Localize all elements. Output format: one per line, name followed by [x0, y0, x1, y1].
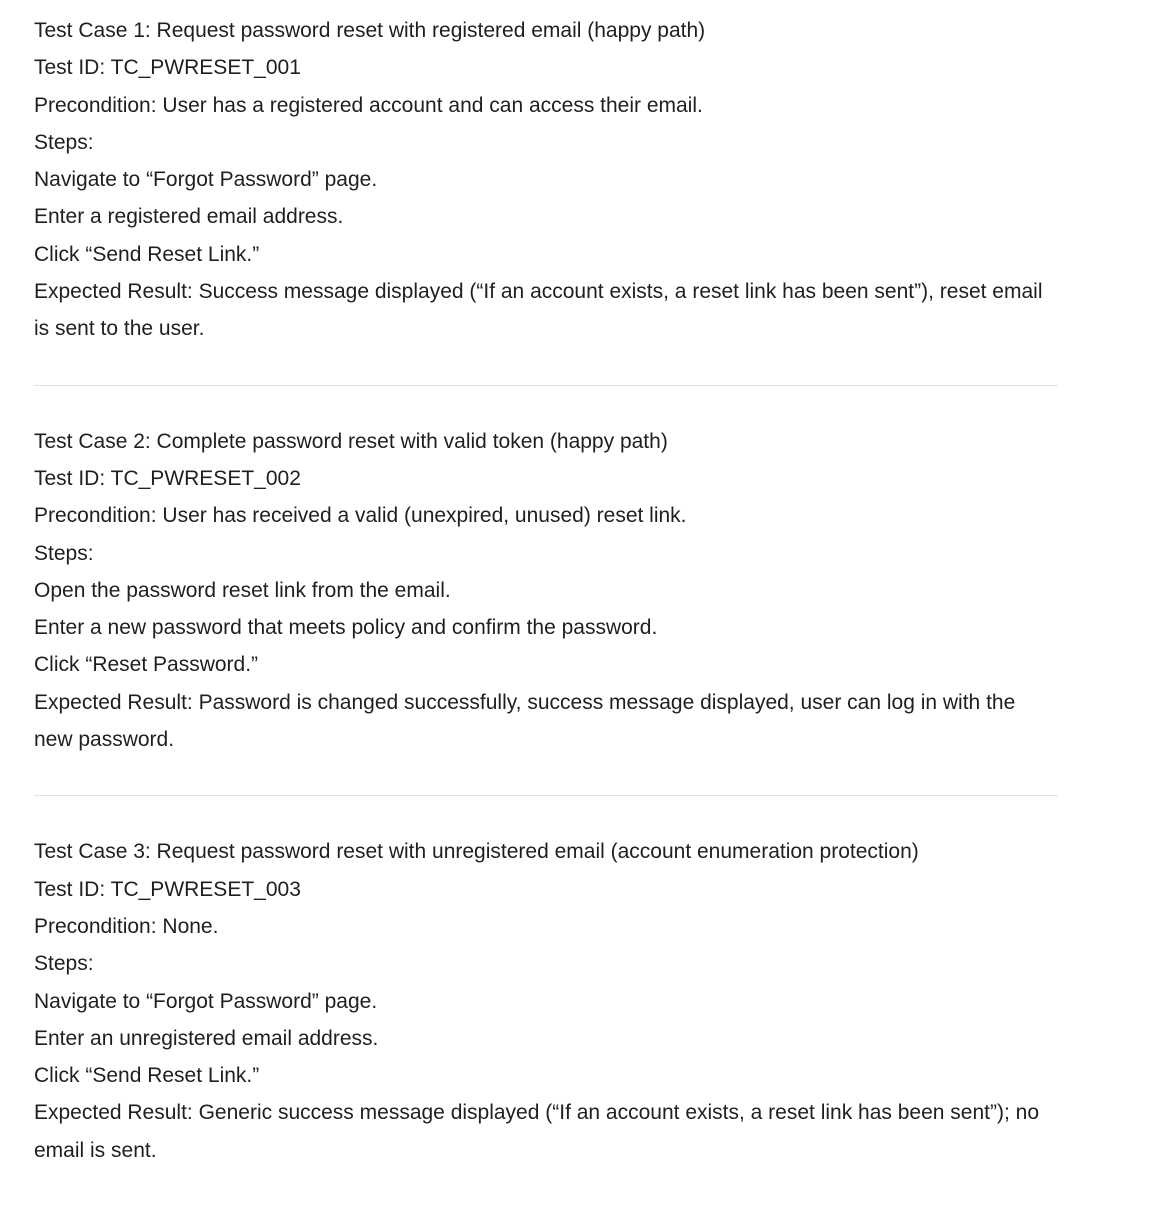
step-item: Click “Send Reset Link.”	[34, 1064, 260, 1088]
steps-label: Steps:	[34, 952, 94, 976]
step-item: Enter a new password that meets policy and confirm the password.	[34, 616, 658, 640]
step-item: Navigate to “Forgot Password” page.	[34, 989, 378, 1013]
expected-result: Expected Result: Generic success message displayed (“If an account exists, a reset link has been sent”); no email is sent.	[34, 1101, 1039, 1162]
section-divider	[34, 795, 1058, 796]
precondition: Precondition: User has a registered account and can access their email.	[34, 93, 703, 117]
expected-result: Expected Result: Password is changed successfully, success message displayed, user can log in with the new password.	[34, 690, 1016, 752]
step-item: Click “Send Reset Link.”	[34, 242, 260, 266]
section-divider	[34, 385, 1058, 386]
test-case-3	[34, 833, 1058, 1169]
step-item: Enter an unregistered email address.	[34, 1026, 379, 1050]
test-case-2	[34, 423, 1058, 759]
precondition: Precondition: User has received a valid (unexpired, unused) reset link.	[34, 504, 687, 528]
test-case-title: Test Case 1: Request password reset with registered email (happy path)	[34, 19, 706, 42]
step-item: Open the password reset link from the email.	[34, 578, 451, 602]
steps-label: Steps:	[34, 130, 94, 154]
expected-result: Expected Result: Success message displayed (“If an account exists, a reset link has been sent”), reset email is sent to the user.	[34, 280, 1043, 341]
precondition: Precondition: None.	[34, 914, 219, 938]
test-id: Test ID: TC_PWRESET_003	[34, 877, 301, 901]
test-case-title: Test Case 3: Request password reset with unregistered email (account enumeration protection)	[34, 840, 919, 864]
step-item: Enter a registered email address.	[34, 205, 344, 229]
test-id: Test ID: TC_PWRESET_002	[34, 466, 301, 490]
steps-label: Steps:	[34, 541, 94, 565]
test-case-1	[34, 12, 1058, 348]
step-item: Navigate to “Forgot Password” page.	[34, 168, 378, 192]
test-id: Test ID: TC_PWRESET_001	[34, 56, 301, 80]
test-case-title: Test Case 2: Complete password reset with valid token (happy path)	[34, 429, 668, 453]
document	[34, 12, 1058, 1169]
step-item: Click “Reset Password.”	[34, 653, 259, 677]
